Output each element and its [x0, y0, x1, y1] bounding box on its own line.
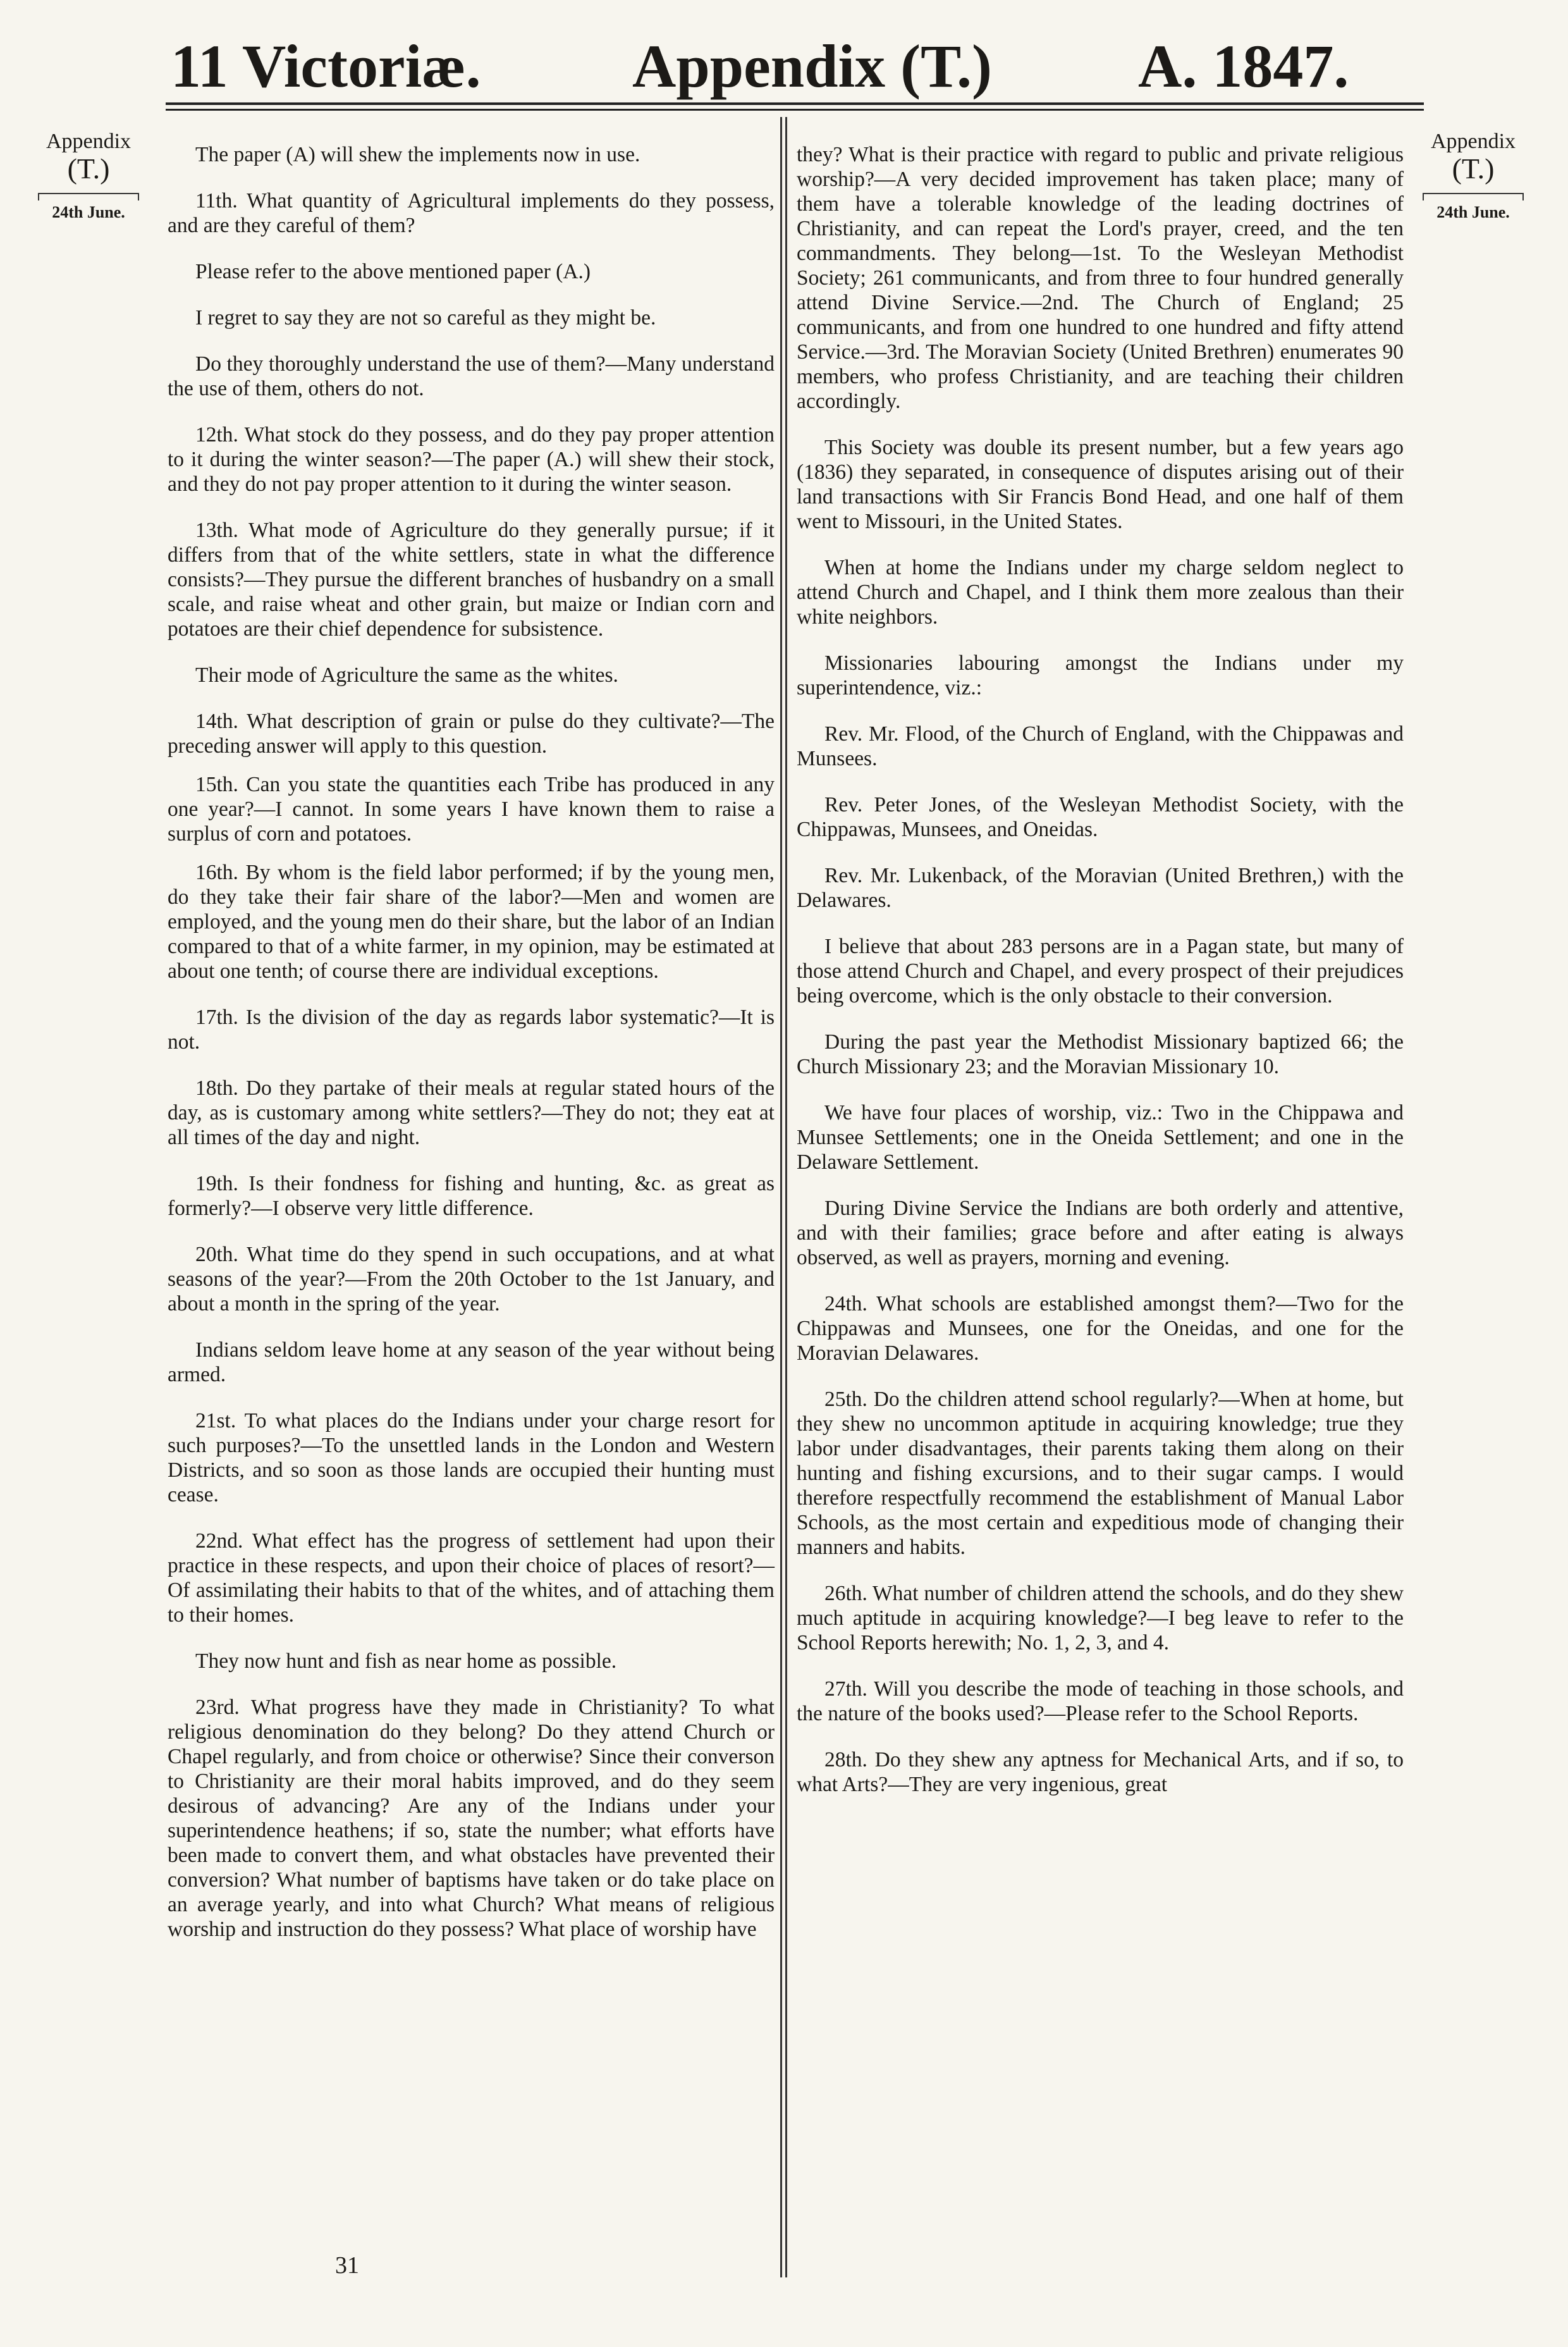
running-header — [164, 25, 1429, 101]
paragraph: 23rd. What progress have they made in Christianity? To what religious denomination do they belong? Do they attend Church or Chapel regularly, and from choice or otherwise? Since their converson to Christianity are their moral habits improved, and do they seem desirous of advancing? Are any of the Indians under your superintendence heathens; if so, state the number; what efforts have been made to convert them, and what obstacles have prevented their conversion? What number of baptisms have taken or do take place on an average yearly, and into what Church? What means of religious worship and instruction do they possess? What place of worship have — [168, 1696, 775, 1941]
paragraph: During Divine Service the Indians are both orderly and attentive, and with their families; grace before and after eating is always observed, as well as prayers, morning and evening. — [797, 1197, 1404, 1269]
paragraph: 11th. What quantity of Agricultural implements do they possess, and are they careful of them? — [168, 189, 775, 237]
paragraph: Rev. Mr. Lukenback, of the Moravian (United Brethren,) with the Delawares. — [797, 864, 1404, 912]
header-rule-thin — [166, 109, 1424, 111]
paragraph: Do they thoroughly understand the use of them?—Many understand the use of them, others do not. — [168, 352, 775, 400]
margin-date: 24th June. — [52, 203, 125, 221]
paragraph: 14th. What description of grain or pulse do they cultivate?—The preceding answer will apply to this question. — [168, 710, 775, 758]
header-appendix: Appendix (T.) — [632, 32, 993, 100]
paragraph: 24th. What schools are established amongst them?—Two for the Chippawas and Munsees, one for the Oneidas, and one for the Moravian Delawares. — [797, 1292, 1404, 1365]
margin-title: Appendix — [46, 130, 132, 153]
paragraph: Their mode of Agriculture the same as the whites. — [195, 663, 618, 687]
paragraph: 28th. Do they shew any aptness for Mechanical Arts, and if so, to what Arts?—They are very ingenious, great — [797, 1748, 1404, 1796]
paragraph: 20th. What time do they spend in such occupations, and at what seasons of the year?—From the 20th October to the 1st January, and about a month in the spring of the year. — [168, 1243, 775, 1315]
paragraph: Rev. Peter Jones, of the Wesleyan Methodist Society, with the Chippawas, Munsees, and Oneidas. — [797, 793, 1404, 841]
margin-code: (T.) — [67, 152, 110, 185]
margin-title: Appendix — [1430, 130, 1516, 153]
paragraph: This Society was double its present number, but a few years ago (1836) they separated, in consequence of disputes arising out of their land transactions with Sir Francis Bond Head, and one half of them went to Missouri, in the United States. — [797, 436, 1404, 533]
column-divider — [785, 117, 787, 2277]
header-year: A. 1847. — [1138, 32, 1349, 100]
margin-note-right — [1410, 130, 1536, 222]
paragraph: 19th. Is their fondness for fishing and hunting, &c. as great as formerly?—I observe very little difference. — [168, 1172, 775, 1220]
margin-note-left — [25, 130, 152, 222]
paragraph: When at home the Indians under my charge seldom neglect to attend Church and Chapel, and I think them more zealous than their white neighbors. — [797, 556, 1404, 629]
paragraph: 26th. What number of children attend the schools, and do they shew much aptitude in acquiring knowledge?—I beg leave to refer to the School Reports herewith; No. 1, 2, 3, and 4. — [797, 1582, 1404, 1654]
paragraph: 12th. What stock do they possess, and do they pay proper attention to it during the winter season?—The paper (A.) will shew their stock, and they do not pay proper attention to it during the winter season. — [168, 423, 775, 496]
paragraph: 16th. By whom is the field labor performed; if by the young men, do they take their fair share of the labor?—Men and women are employed, and the young men do their share, but the labor of an Indian compared to that of a white farmer, in my opinion, may be estimated at about one tenth; of course there are individual exceptions. — [168, 861, 775, 983]
paragraph: 25th. Do the children attend school regularly?—When at home, but they shew no uncommon aptitude in acquiring knowledge; true they labor under disadvantages, their parents taking them along on their hunting and fishing excursions, and to their sugar camps. I would therefore respectfully recommend the establishment of Manual Labor Schools, as the most certain and expeditious mode of changing their manners and habits. — [797, 1388, 1404, 1559]
page-number: 31 — [335, 2252, 359, 2279]
paragraph: Please refer to the above mentioned paper (A.) — [195, 260, 591, 283]
paragraph: Rev. Mr. Flood, of the Church of England, with the Chippawas and Munsees. — [797, 722, 1404, 770]
paragraph: 21st. To what places do the Indians under your charge resort for such purposes?—To the unsettled lands in the London and Western Districts, and so soon as those lands are occupied their hunting must cease. — [168, 1409, 775, 1506]
column-divider — [780, 117, 782, 2277]
header-rule-thick — [166, 102, 1424, 105]
margin-code: (T.) — [1452, 152, 1495, 185]
paragraph: 17th. Is the division of the day as regards labor systematic?—It is not. — [168, 1006, 775, 1054]
paragraph: they? What is their practice with regard to public and private religious worship?—A very decided improvement has taken place; many of them have a tolerable knowledge of the leading doctrines of Christianity, and can repeat the Lord's prayer, creed, and the ten commandments. They belong—1st. To the Wesleyan Methodist Society; 261 communicants, and from three to four hundred generally attend Divine Service.—2nd. The Church of England; 25 communicants, and from one hundred to one hundred and fifty attend Service.—3rd. The Moravian Society (United Brethren) enumerates 90 members, who profess Christianity, and are teaching their children accordingly. — [797, 143, 1404, 413]
header-session: 11 Victoriæ. — [171, 32, 481, 100]
paragraph: I regret to say they are not so careful as they might be. — [195, 306, 656, 330]
paragraph: 18th. Do they partake of their meals at regular stated hours of the day, as is customary among white settlers?—They do not; they eat at all times of the day and night. — [168, 1076, 775, 1149]
paragraph: They now hunt and fish as near home as possible. — [195, 1649, 617, 1673]
paragraph: 22nd. What effect has the progress of settlement had upon their practice in these respects, and upon their choice of places of resort?—Of assimilating their habits to that of the whites, and of attaching them to their homes. — [168, 1529, 775, 1627]
brace-mark — [25, 184, 152, 203]
left-column — [168, 142, 775, 1942]
paragraph: Indians seldom leave home at any season of the year without being armed. — [168, 1338, 775, 1386]
margin-date: 24th June. — [1436, 203, 1510, 221]
paragraph: The paper (A) will shew the implements now in use. — [195, 143, 640, 166]
paragraph: 13th. What mode of Agriculture do they generally pursue; if it differs from that of the white settlers, state in what the difference consists?—They pursue the different branches of husbandry on a small scale, and raise wheat and other grain, but maize or Indian corn and potatoes are their chief dependence for subsistence. — [168, 519, 775, 641]
paragraph: Missionaries labouring amongst the Indians under my superintendence, viz.: — [797, 651, 1404, 699]
brace-mark — [1410, 184, 1536, 203]
paragraph: We have four places of worship, viz.: Two in the Chippawa and Munsee Settlements; one in the Oneida Settlement; and one in the Delaware Settlement. — [797, 1101, 1404, 1174]
paragraph: I believe that about 283 persons are in a Pagan state, but many of those attend Church and Chapel, and every prospect of their prejudices being overcome, which is the only obstacle to their conversion. — [797, 935, 1404, 1007]
right-column — [797, 142, 1404, 1797]
paragraph: During the past year the Methodist Missionary baptized 66; the Church Missionary 23; and the Moravian Missionary 10. — [797, 1030, 1404, 1078]
paragraph: 27th. Will you describe the mode of teaching in those schools, and the nature of the books used?—Please refer to the School Reports. — [797, 1677, 1404, 1725]
paragraph: 15th. Can you state the quantities each Tribe has produced in any one year?—I cannot. In some years I have known them to raise a surplus of corn and potatoes. — [168, 773, 775, 846]
